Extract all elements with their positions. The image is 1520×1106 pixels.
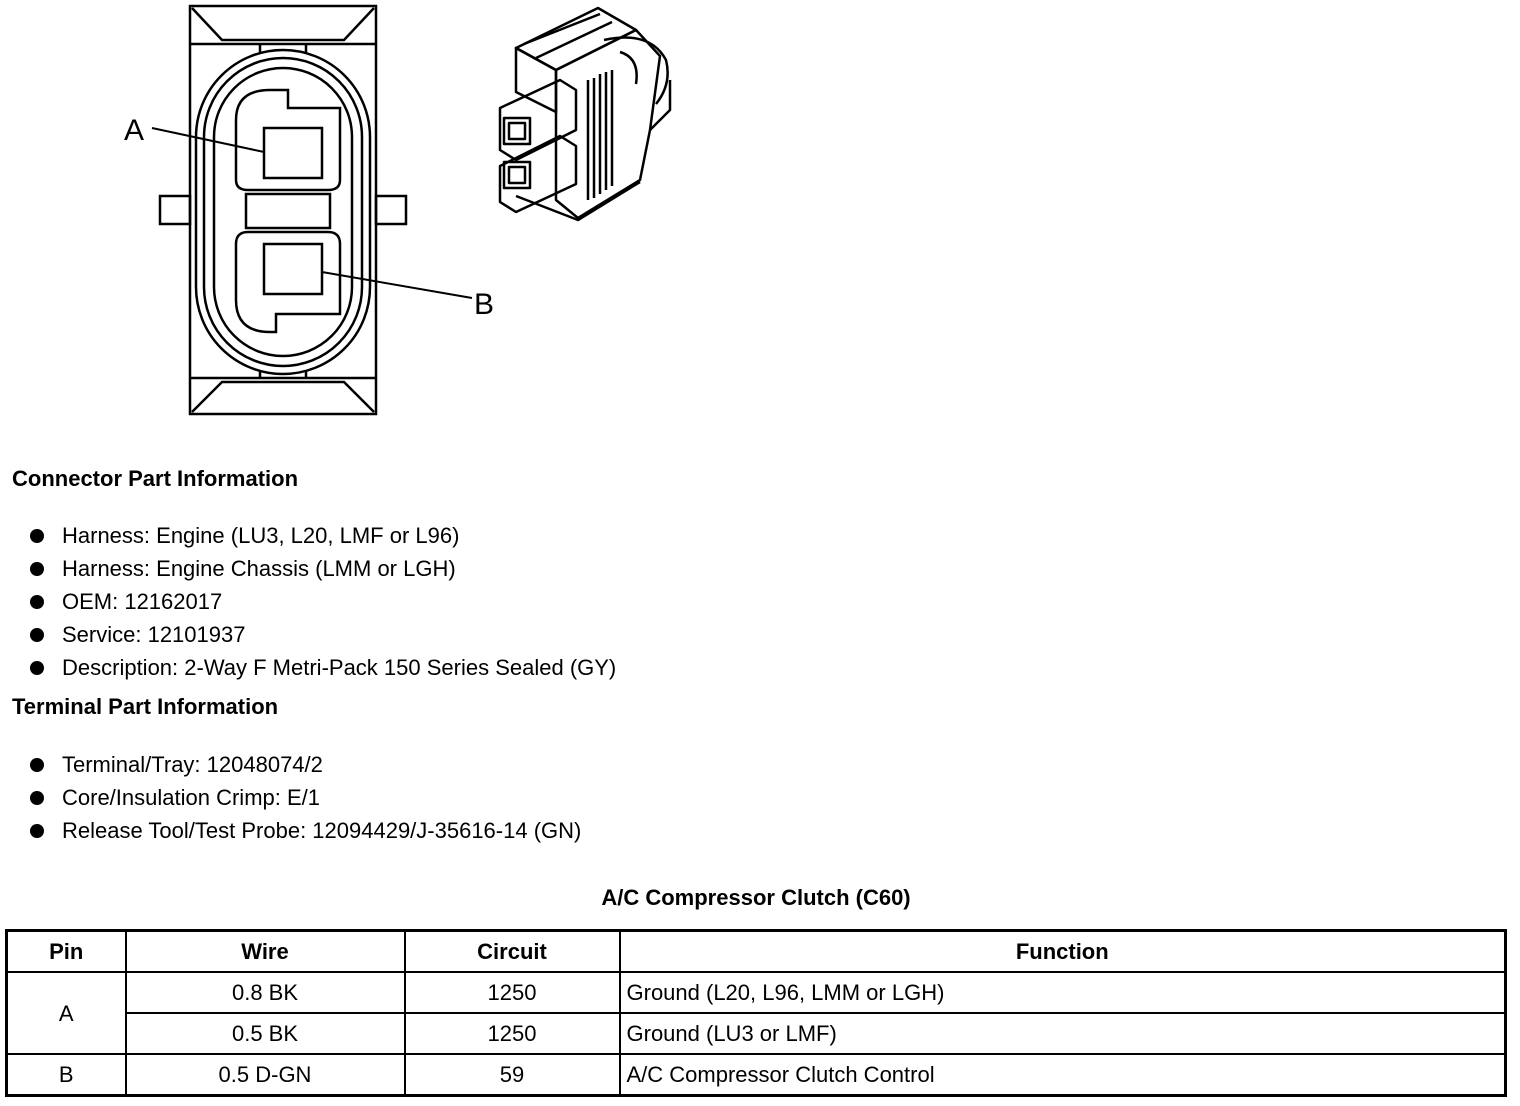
table-row	[7, 1054, 1506, 1096]
terminal-b	[264, 244, 322, 294]
bullet-icon	[30, 628, 44, 642]
function-cell: A/C Compressor Clutch Control	[620, 1054, 1506, 1096]
leader-line-b	[322, 272, 472, 298]
connector-part-info-heading: Connector Part Information	[12, 466, 299, 491]
bullet-icon	[30, 758, 44, 772]
pin-cell: B	[7, 1054, 126, 1096]
bullet-icon	[30, 791, 44, 805]
table-header-row	[7, 931, 1506, 973]
bullet-icon	[30, 562, 44, 576]
list-item: Description: 2-Way F Metri-Pack 150 Series Sealed (GY)	[30, 651, 616, 684]
column-header-pin: Pin	[7, 931, 126, 973]
list-item: Release Tool/Test Probe: 12094429/J-35616-14 (GN)	[30, 814, 581, 847]
terminal-a	[264, 128, 322, 178]
left-latch-tab	[160, 196, 190, 224]
wire-cell: 0.8 BK	[126, 972, 405, 1013]
wire-cell: 0.5 BK	[126, 1013, 405, 1054]
circuit-cell: 1250	[405, 972, 620, 1013]
list-item: Harness: Engine (LU3, L20, LMF or L96)	[30, 519, 616, 552]
terminal-part-info-list	[30, 748, 581, 847]
leader-line-a	[152, 128, 264, 152]
bullet-icon	[30, 824, 44, 838]
column-header-wire: Wire	[126, 931, 405, 973]
circuit-cell: 59	[405, 1054, 620, 1096]
pin-label-b: B	[474, 288, 495, 321]
pin-label-a: A	[124, 114, 145, 147]
connector-diagram	[0, 0, 720, 430]
cavity-b	[236, 232, 340, 332]
pinout-table	[5, 929, 1507, 1097]
table-title: A/C Compressor Clutch (C60)	[601, 885, 911, 910]
connector-isometric-view	[500, 8, 670, 220]
right-latch-tab	[376, 196, 406, 224]
list-item: Terminal/Tray: 12048074/2	[30, 748, 581, 781]
column-header-circuit: Circuit	[405, 931, 620, 973]
pin-cell: A	[7, 972, 126, 1054]
terminal-part-info-heading: Terminal Part Information	[12, 694, 279, 719]
bullet-icon	[30, 661, 44, 675]
table-row	[7, 1013, 1506, 1054]
list-item: Service: 12101937	[30, 618, 616, 651]
function-cell: Ground (L20, L96, LMM or LGH)	[620, 972, 1506, 1013]
list-item: Harness: Engine Chassis (LMM or LGH)	[30, 552, 616, 585]
wire-cell: 0.5 D-GN	[126, 1054, 405, 1096]
list-item: Core/Insulation Crimp: E/1	[30, 781, 581, 814]
connector-part-info-list	[30, 519, 616, 684]
cavity-a	[236, 90, 340, 190]
table-row	[7, 972, 1506, 1013]
bullet-icon	[30, 529, 44, 543]
list-item: OEM: 12162017	[30, 585, 616, 618]
circuit-cell: 1250	[405, 1013, 620, 1054]
bullet-icon	[30, 595, 44, 609]
column-header-function: Function	[620, 931, 1506, 973]
function-cell: Ground (LU3 or LMF)	[620, 1013, 1506, 1054]
